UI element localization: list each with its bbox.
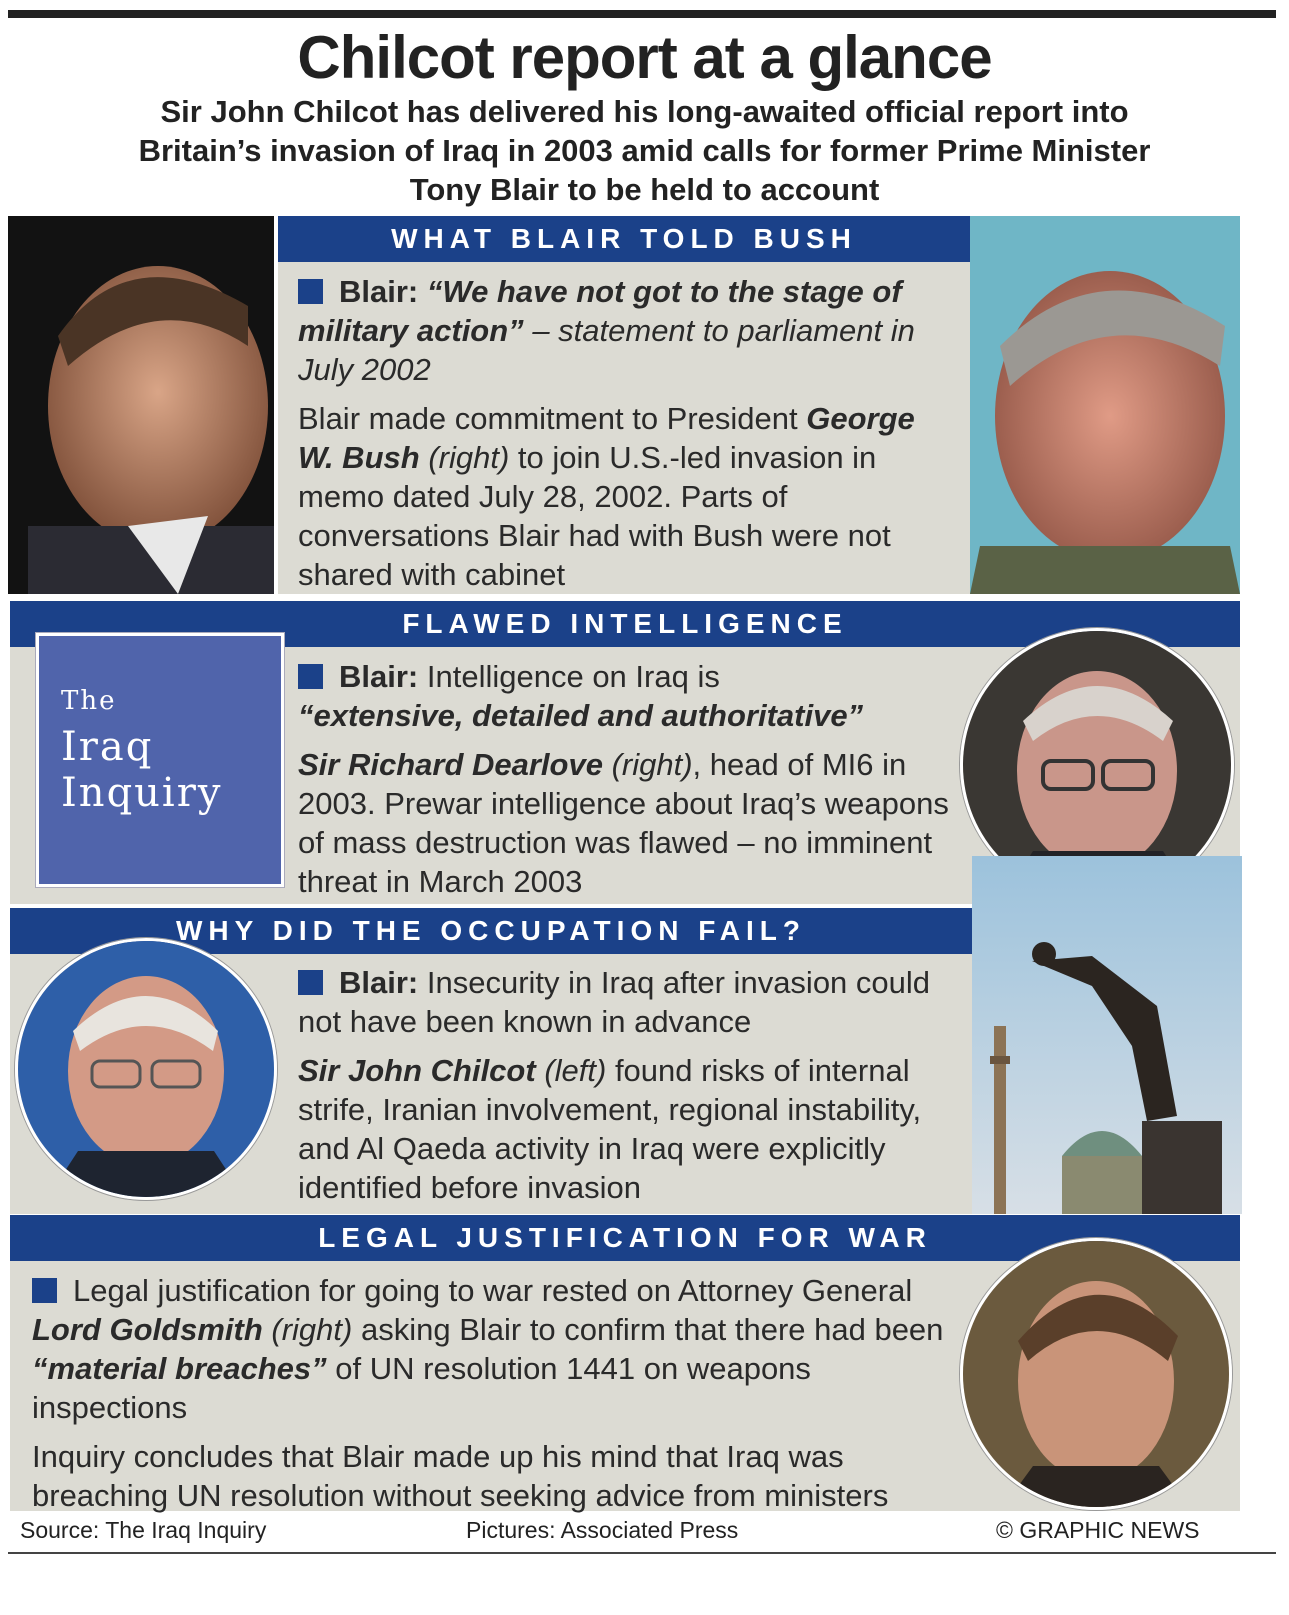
section-1-quote [298, 272, 958, 389]
footer-credit: © GRAPHIC NEWS [996, 1517, 1200, 1543]
logo-line-2-3 [61, 724, 222, 816]
body-post: to join U.S.-led invasion in memo dated July 28, 2002. Parts of conversations Blair had with Bush were not shared with cabinet [298, 440, 891, 592]
goldsmith-portrait-icon [963, 1241, 1229, 1507]
statue-photo [972, 856, 1242, 1214]
footer-source: Source: The Iraq Inquiry [20, 1517, 267, 1543]
section-3-text [298, 963, 966, 1207]
body-name: Sir John Chilcot [298, 1053, 536, 1088]
chilcot-portrait-icon [18, 941, 274, 1197]
quote-speaker: Blair: [339, 659, 419, 694]
quote-plain: Insecurity in Iraq after invasion could not have been known in advance [298, 965, 931, 1039]
logo-line-1: The [61, 686, 117, 716]
subtitle-line-3: Tony Blair to be held to account [409, 172, 880, 207]
body-name: George W. Bush [298, 401, 915, 475]
body-role: (right) [611, 747, 693, 782]
blair-photo [8, 216, 274, 594]
bush-portrait-icon [970, 216, 1240, 594]
quote-text: “We have not got to the stage of military action” [298, 274, 902, 348]
section-2-quote [298, 657, 958, 735]
logo-line-2: Iraq [61, 724, 154, 770]
quote-speaker: Blair: [339, 965, 419, 1000]
logo-line-3: Inquiry [61, 770, 223, 816]
bottom-rule [8, 1552, 1276, 1554]
section-3-heading: WHY DID THE OCCUPATION FAIL? [10, 908, 972, 954]
bullet-square-icon [298, 970, 323, 995]
p1-name: Lord Goldsmith [32, 1312, 263, 1347]
body-pre: Blair made commitment to President [298, 401, 798, 436]
section-4-heading: LEGAL JUSTIFICATION FOR WAR [10, 1215, 1240, 1261]
section-1-body [298, 399, 958, 594]
goldsmith-photo [960, 1238, 1232, 1510]
body-role: (left) [544, 1053, 607, 1088]
subtitle-line-2: Britain’s invasion of Iraq in 2003 amid calls for former Prime Minister [138, 133, 1151, 168]
body-role: (right) [428, 440, 510, 475]
section-2-text [298, 657, 958, 901]
bullet-square-icon [32, 1278, 57, 1303]
statue-toppling-icon [972, 856, 1242, 1214]
section-4-para-2: Inquiry concludes that Blair made up his mind that Iraq was breaching UN resolution without seeking advice from ministers [32, 1439, 889, 1513]
p1-pre: Legal justification for going to war rested on Attorney General [73, 1273, 913, 1308]
bullet-square-icon [298, 279, 323, 304]
p1-role: (right) [271, 1312, 353, 1347]
p1-mid: asking Blair to confirm that there had been [360, 1312, 944, 1347]
quote-context: – statement to parliament in July 2002 [298, 313, 915, 387]
section-4-text [32, 1271, 962, 1515]
section-2-body [298, 745, 958, 901]
quote-plain: Intelligence on Iraq is [426, 659, 720, 694]
bush-photo [970, 216, 1240, 594]
body-post: , head of MI6 in 2003. Prewar intelligence about Iraq’s weapons of mass destruction was flawed – no imminent threat in March 2003 [298, 747, 949, 899]
section-2-heading: FLAWED INTELLIGENCE [10, 601, 1240, 647]
p1-quote: “material breaches” [32, 1351, 327, 1386]
section-1-heading: WHAT BLAIR TOLD BUSH [278, 216, 970, 262]
subtitle-line-1: Sir John Chilcot has delivered his long-awaited official report into [160, 94, 1129, 129]
section-4-para-1 [32, 1271, 962, 1427]
blair-portrait-icon [8, 216, 274, 594]
quote-text: “extensive, detailed and authoritative” [298, 698, 864, 733]
iraq-inquiry-logo [36, 633, 284, 887]
p1-post: of UN resolution 1441 on weapons inspections [32, 1351, 811, 1425]
page-title: Chilcot report at a glance [297, 24, 992, 91]
section-3-quote [298, 963, 966, 1041]
top-rule [8, 10, 1276, 18]
bullet-square-icon [298, 664, 323, 689]
quote-speaker: Blair: [339, 274, 419, 309]
footer-pictures: Pictures: Associated Press [466, 1517, 739, 1543]
body-post: found risks of internal strife, Iranian involvement, regional instability, and Al Qaeda activity in Iraq were explicitly identified before invasion [298, 1053, 922, 1205]
body-name: Sir Richard Dearlove [298, 747, 603, 782]
section-1-text [298, 272, 958, 594]
section-3-body [298, 1051, 966, 1207]
page-subtitle [0, 92, 1289, 209]
chilcot-photo [15, 938, 277, 1200]
